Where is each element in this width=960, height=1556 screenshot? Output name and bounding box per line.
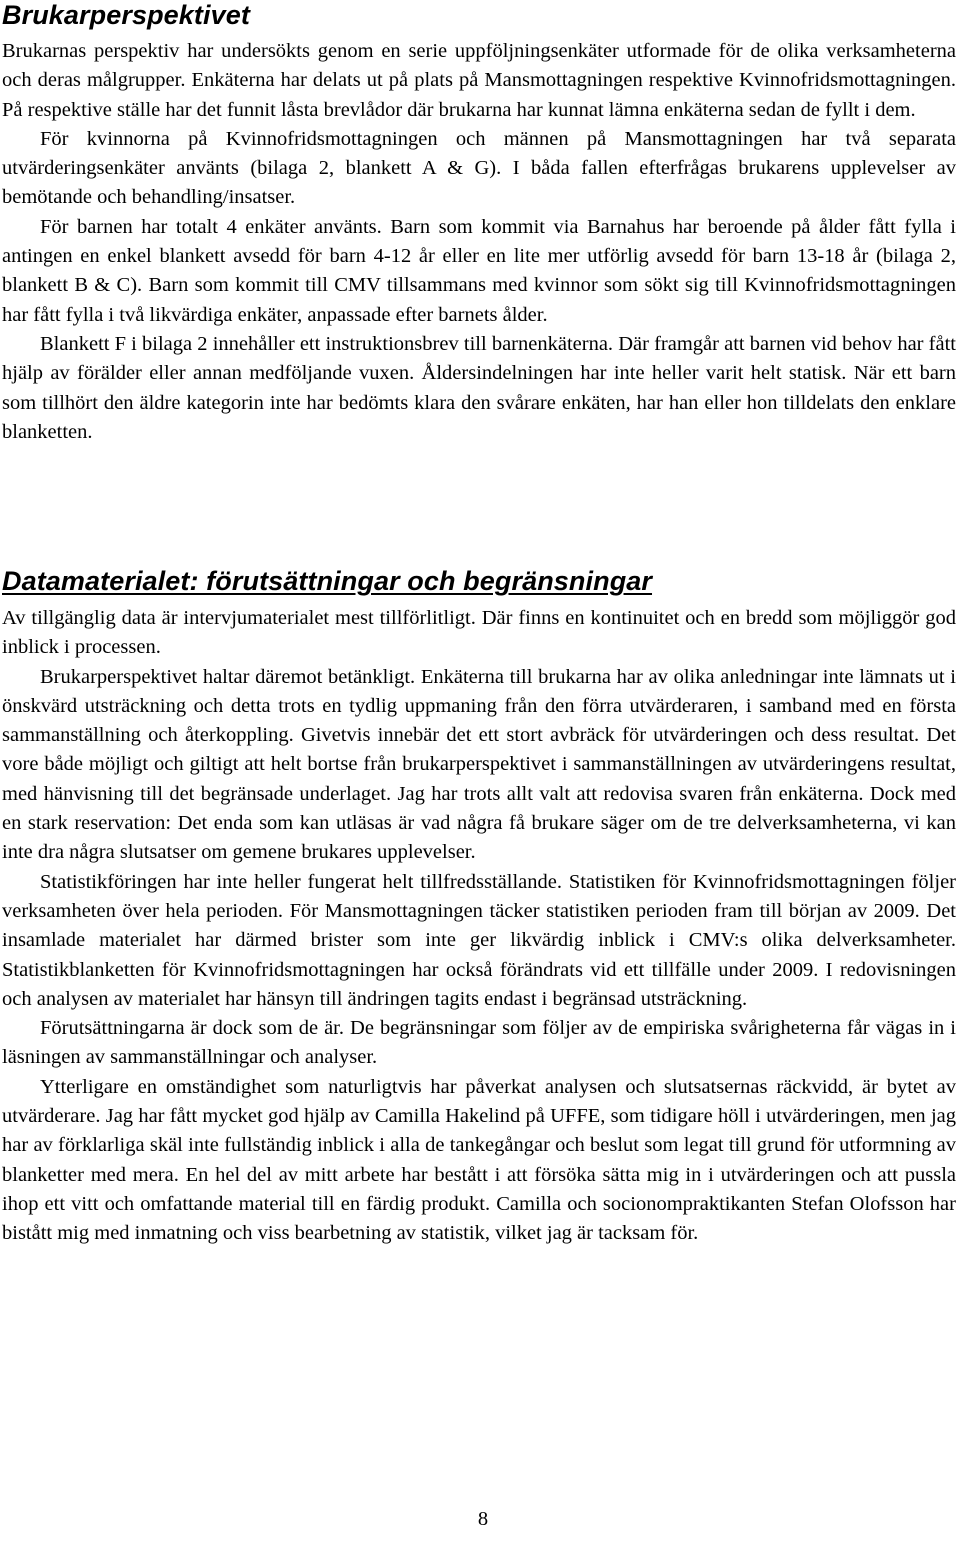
page-number: 8 [477, 1508, 489, 1530]
section-heading: Datamaterialet: förutsättningar och begränsningar [2, 566, 653, 596]
paragraph: Statistikföringen har inte heller fungerat helt tillfredsställande. Statistiken för Kvinnofridsmottagningen följer verksamheten över hela perioden. För Mansmottagningen täcker statistiken perioden fram till början av 2009. Det insamlade materialet har därmed brister som inte ger likvärdig inblick i CMV:s olika delverksamheter. Statistikblanketten för Kvinnofridsmottagningen har också förändrats vid ett tillfälle under 2009. I redovisningen och analysen av materialet har hänsyn till ändringen tagits endast i begränsad utsträckning. [2, 870, 956, 1010]
paragraph: Brukarnas perspektiv har undersökts genom en serie uppföljningsenkäter utformade för de olika verksamheterna och deras målgrupper. Enkäterna har delats ut på plats på Mansmottagningen respektive Kvinnofridsmottagningen. På respektive ställe har det funnit låsta brevlådor där brukarna har kunnat lämna enkäterna sedan de fyllt i dem. [2, 40, 956, 121]
paragraph: Ytterligare en omständighet som naturligtvis har påverkat analysen och slutsatsernas räckvidd, är bytet av utvärderare. Jag har fått mycket god hjälp av Camilla Hakelind på UFFE, som tidigare höll i utvärderingen, men jag har av förklarliga skäl inte fullständig inblick i alla de tankegångar och beslut som legat till grund för utformning av blanketter med mera. En hel del av mitt arbete har bestått i att försöka sätta mig in i utvärderingen och att pussla ihop ett vitt och omfattande material till en färdig produkt. Camilla och socionompraktikanten Stefan Olofsson har bistått mig med inmatning och viss bearbetning av statistik, vilket jag är tacksam för. [2, 1075, 956, 1245]
paragraph: Förutsättningarna är dock som de är. De begränsningar som följer av de empiriska svårigheterna får vägas in i läsningen av sammanställningar och analyser. [2, 1017, 956, 1069]
section-brukarperspektivet [2, 0, 956, 447]
paragraph: Blankett F i bilaga 2 innehåller ett instruktionsbrev till barnenkäterna. Där framgår att barnen vid behov har fått hjälp av förälder eller annan medföljande vuxen. Åldersindelningen har inte heller varit helt statisk. När ett barn som tillhört den äldre kategorin inte har bedömts klara den svårare enkäten, har han eller hon tilldelats den enklare blanketten. [2, 332, 956, 443]
paragraph: För barnen har totalt 4 enkäter använts. Barn som kommit via Barnahus har beroende på ålder fått fylla i antingen en enkel blankett avsedd för barn 4-12 år eller en lite mer utförlig avsedd för barn 13-18 år (bilaga 2, blankett B & C). Barn som kommit till CMV tillsammans med kvinnor som sökt sig till Kvinnofridsmottagningen har fått fylla i två likvärdiga enkäter, anpassade efter barnets ålder. [2, 215, 956, 326]
section-datamaterialet [2, 566, 956, 1249]
paragraph: Brukarperspektivet haltar däremot betänkligt. Enkäterna till brukarna har av olika anledningar inte lämnats ut i önskvärd utsträckning och detta trots en tydlig uppmaning från den förra utvärderaren, i samband med en första sammanställning och återkoppling. Givetvis innebär det ett stort avbräck för utvärderingen och dess resultat. Det vore både möjligt och giltigt att helt bortse från brukarperspektivet i sammanställningen av utvärderingens resultat, med hänvisning till det begränsade underlaget. Jag har trots allt valt att redovisa svaren från enkäterna. Dock med en stark reservation: Det enda som kan utläsas är vad några få brukare säger om de tre delverksamheterna, vi kan inte dra några slutsatser om gemene brukares upplevelser. [2, 665, 956, 864]
paragraph: Av tillgänglig data är intervjumaterialet mest tillförlitligt. Där finns en kontinuitet och en bredd som möjliggör god inblick i processen. [2, 607, 956, 659]
paragraph: För kvinnorna på Kvinnofridsmottagningen och männen på Mansmottagningen har två separata utvärderingsenkäter använts (bilaga 2, blankett A & G). I båda fallen efterfrågas brukarens upplevelser av bemötande och behandling/insatser. [2, 127, 956, 209]
section-heading: Brukarperspektivet [2, 0, 250, 30]
